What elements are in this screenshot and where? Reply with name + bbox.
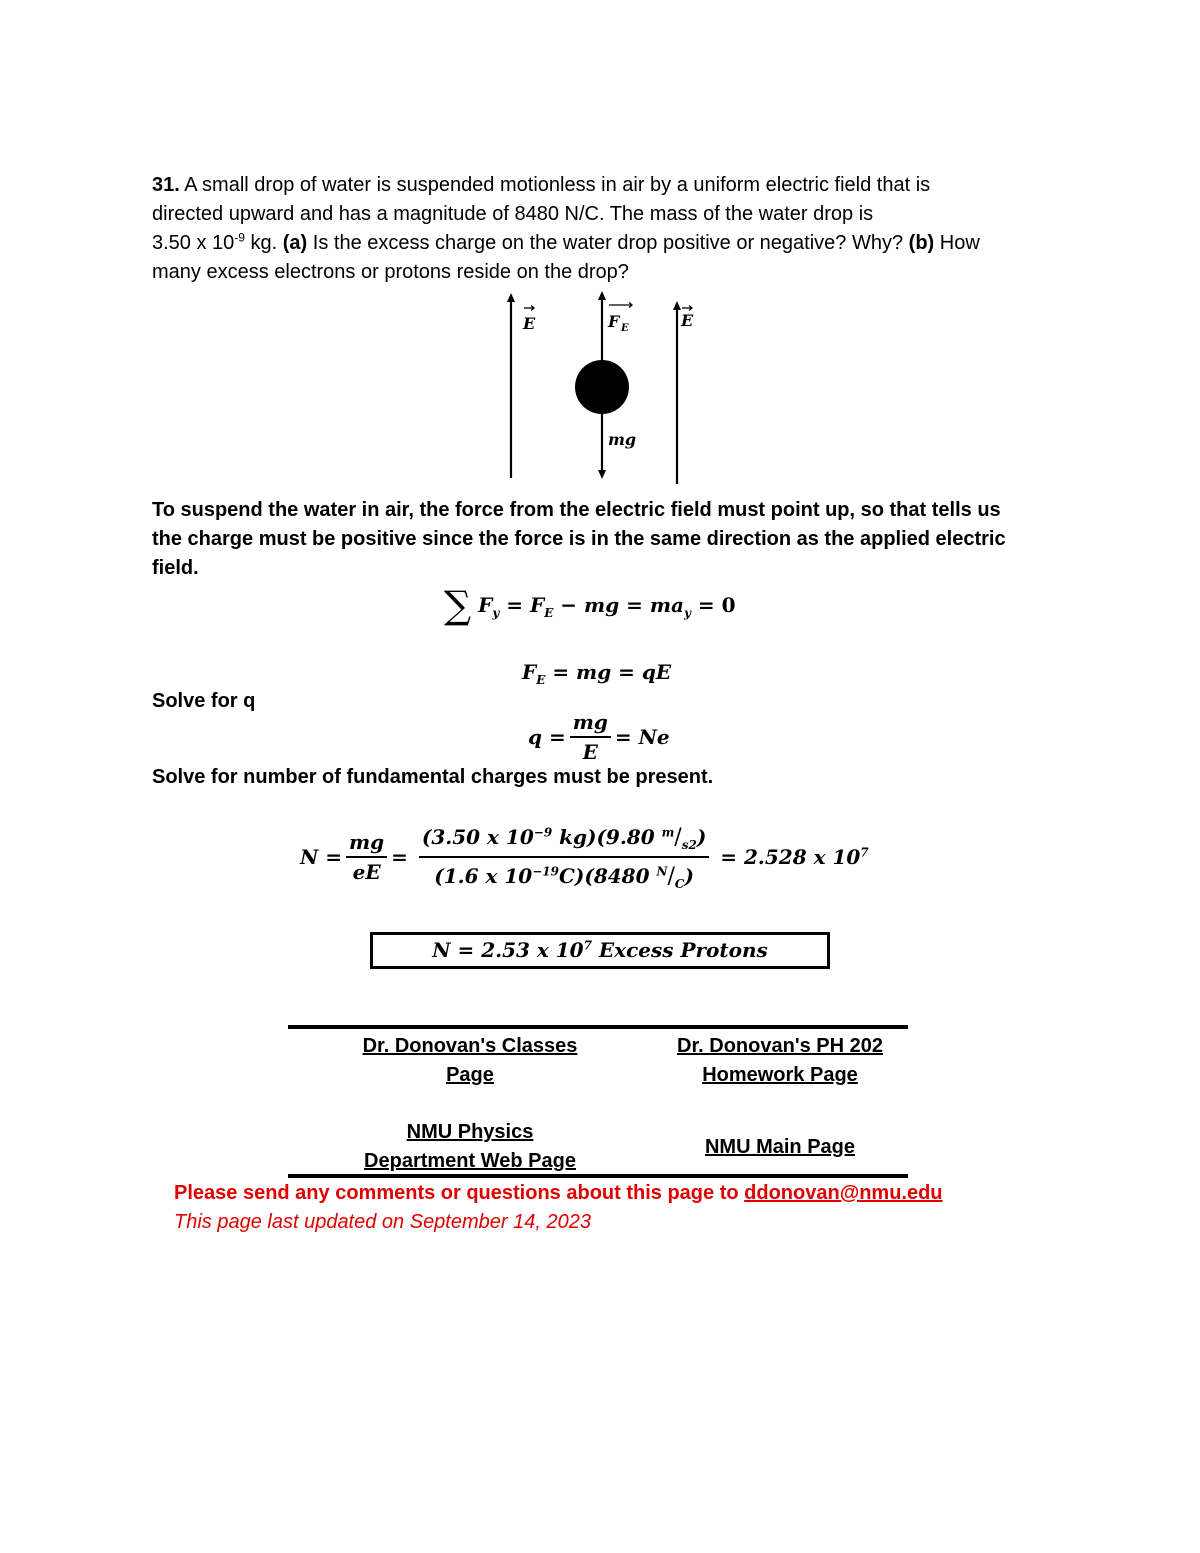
n-result: = 2.528 x $10^7$ <box>720 845 869 869</box>
n-symbolic-fraction: $\frac{mg}{eE}$ <box>346 830 387 884</box>
physics-department-link[interactable]: NMU Physics Department Web Page <box>364 1121 576 1172</box>
e-label-left: E <box>523 314 536 333</box>
q-fraction: $\frac{mg}{E}$ <box>570 710 611 764</box>
water-drop <box>575 360 629 414</box>
field-arrowhead-left <box>507 293 515 302</box>
force-balance-equation: $F_E$ = mg = qE <box>522 660 672 687</box>
mg-label: mg <box>608 430 637 449</box>
fe-label: F <box>608 312 620 331</box>
force-diagram <box>490 288 720 488</box>
n-numeric-fraction: $\frac{(3.50 x 10^{-9} kg)(9.80 ^m/_{s2})}{(1.6 x 10^{-19}C)(8480 ^N/_C)}$ <box>419 825 709 889</box>
sum-forces-equation: ∑ $F_y = F_E$ − mg = $ma_y = 0$ <box>444 583 736 627</box>
problem-line-1: 31. A small drop of water is suspended motionless in air by a uniform electric field that is <box>152 174 931 196</box>
sum-symbol: ∑ <box>444 583 472 627</box>
fe-arrowhead <box>598 291 606 300</box>
classes-page-link[interactable]: Dr. Donovan's Classes Page <box>362 1035 578 1086</box>
answer-box: N = 2.53 x $10^7$ Excess Protons <box>370 932 830 969</box>
e-label-right: E <box>681 311 694 330</box>
problem-line-4: many excess electrons or protons reside on the drop? <box>152 261 629 283</box>
fe-label-sub: E <box>621 323 629 334</box>
contact-email-link[interactable]: ddonovan@nmu.edu <box>744 1182 943 1204</box>
problem-number: 31. <box>152 174 180 196</box>
contact-line: Please send any comments or questions about this page to ddonovan@nmu.edu <box>174 1182 943 1204</box>
nmu-main-page-link[interactable]: NMU Main Page <box>704 1136 856 1158</box>
last-updated: This page last updated on September 14, 2023 <box>174 1211 591 1233</box>
explanation: To suspend the water in air, the force from the electric field must point up, so that tells us the charge must be positive since the force is in the same direction as the applied electric field. <box>152 499 1006 579</box>
n-equation: N = $\frac{mg}{eE}$ = $\frac{(3.50 x 10^{-9} kg)(9.80 ^m/_{s2})}{(1.6 x 10^{-19}C)(8480 ^N/_C)}$ = 2.528 x $10^7$ <box>300 825 869 891</box>
solve-for-q-label: Solve for q <box>152 690 256 712</box>
mg-arrowhead <box>598 470 606 479</box>
problem-statement <box>152 171 1072 287</box>
solve-for-n-label: Solve for number of fundamental charges must be present. <box>152 766 714 788</box>
field-arrowhead-right <box>673 301 681 310</box>
homework-page-link[interactable]: Dr. Donovan's PH 202 Homework Page <box>677 1035 883 1086</box>
problem-line-2: directed upward and has a magnitude of 8480 N/C. The mass of the water drop is <box>152 203 874 225</box>
q-equation: q = $\frac{mg}{E}$ = Ne <box>528 710 670 764</box>
footer-rule-top <box>288 1025 908 1029</box>
problem-line-3: 3.50 x $10^{-9}$ kg. (a) Is the excess charge on the water drop positive or negative? Why? (b) How <box>152 230 980 254</box>
